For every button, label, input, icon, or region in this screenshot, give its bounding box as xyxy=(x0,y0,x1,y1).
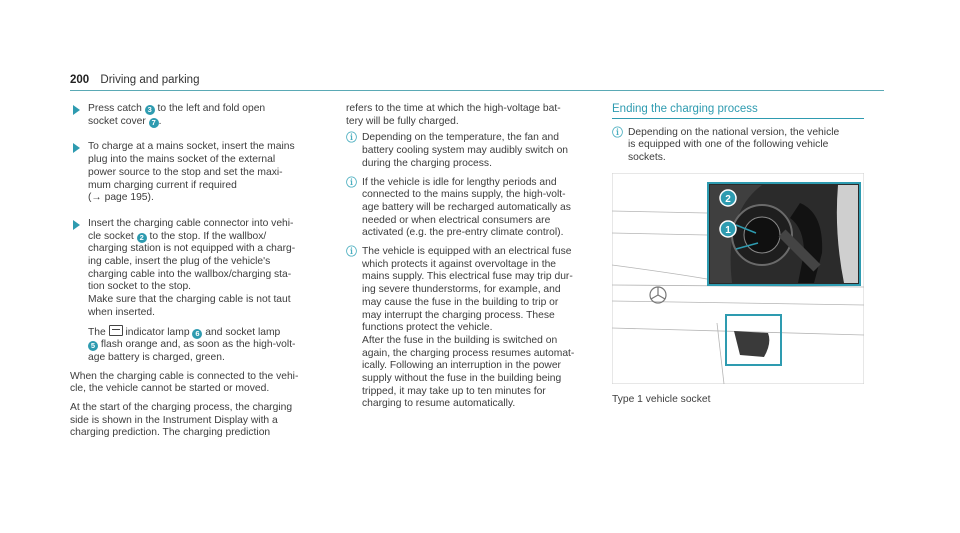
callout-1 xyxy=(720,221,736,237)
paragraph-charging-prediction: At the start of the charging process, the charging side is shown in the Instrument Display with a charging prediction. The charging prediction xyxy=(70,402,293,439)
svg-text:1: 1 xyxy=(725,225,731,236)
paragraph-cable-connected: When the charging cable is connected to the vehi- cle, the vehicle cannot be started or moved. xyxy=(70,370,299,395)
svg-text:2: 2 xyxy=(725,194,731,205)
number-badge-icon: 5 xyxy=(88,341,98,351)
step-insert-connector: Insert the charging cable connector into vehi- cle socket 2 to the stop. If the wallbox/ charging station is not equipped with a charg- ing cable, insert the plug of the vehicle's charging cable into the wallbox/charging sta- tion socket to the stop. Make sure that the charging cable is not taut when inserted. The indicator lamp 6 and socket lamp 5 flash orange and, as soon as the high-volt- age battery is charged, green. xyxy=(70,218,320,365)
number-badge-icon: 3 xyxy=(145,105,155,115)
column-2 xyxy=(346,103,596,417)
callout-2 xyxy=(720,190,736,206)
info-icon: ⓘ xyxy=(612,126,623,139)
paragraph-continued: refers to the time at which the high-voltage bat- tery will be fully charged. xyxy=(346,103,561,127)
vehicle-socket-illustration xyxy=(612,173,864,384)
info-icon: ⓘ xyxy=(346,176,357,189)
note-temperature: ⓘ Depending on the temperature, the fan and battery cooling system may audibly switch on during the charging process. xyxy=(346,132,569,169)
info-icon: ⓘ xyxy=(346,246,357,259)
step-mains-socket: To charge at a mains socket, insert the mains plug into the mains socket of the external power source to the stop and set the maxi- mum charging current if required (→ page 195). xyxy=(70,141,320,205)
column-1 xyxy=(70,103,320,446)
charging-plug-indicator-icon xyxy=(109,325,123,336)
number-badge-icon: 2 xyxy=(137,233,147,243)
page-number: 200 xyxy=(70,74,90,86)
note-national-version: ⓘ Depending on the national version, the vehicle is equipped with one of the following vehicle sockets. xyxy=(612,126,840,164)
note-idle-recharge: ⓘ If the vehicle is idle for lengthy periods and connected to the mains supply, the high-volt- age battery will be recharged automatically as needed or when electrical consumers are activated (e.g. the pre-entry climate control). xyxy=(346,176,571,239)
section-title: Ending the charging process xyxy=(612,103,864,119)
triangle-bullet-icon xyxy=(73,143,80,153)
info-icon: ⓘ xyxy=(346,132,357,145)
header-divider xyxy=(70,90,884,91)
triangle-bullet-icon xyxy=(73,105,80,115)
step-open-socket-cover: Press catch 3 to the left and fold open socket cover 7 . xyxy=(70,103,320,128)
number-badge-icon: 7 xyxy=(149,118,159,128)
triangle-bullet-icon xyxy=(73,220,80,230)
column-3 xyxy=(612,103,864,171)
figure-caption: Type 1 vehicle socket xyxy=(612,394,711,405)
note-electrical-fuse: ⓘ The vehicle is equipped with an electrical fuse which protects it against overvoltage in the mains supply. This electrical fuse may trip dur- ing severe thunderstorms, for example, and may cause the fuse in the building to trip or may interrupt the charging process. These functions protect the vehicle. After the fuse in the building is switched on again, the charging process resumes automat- ically. Following an interruption in the power supply without the fuse in the building being tripped, it may take up to ten minutes for charging to resume automatically. xyxy=(346,246,575,410)
number-badge-icon: 6 xyxy=(192,329,202,339)
page-header xyxy=(70,74,199,86)
page-reference-link[interactable]: (→ page 195). xyxy=(88,192,154,204)
section-name: Driving and parking xyxy=(100,74,200,86)
